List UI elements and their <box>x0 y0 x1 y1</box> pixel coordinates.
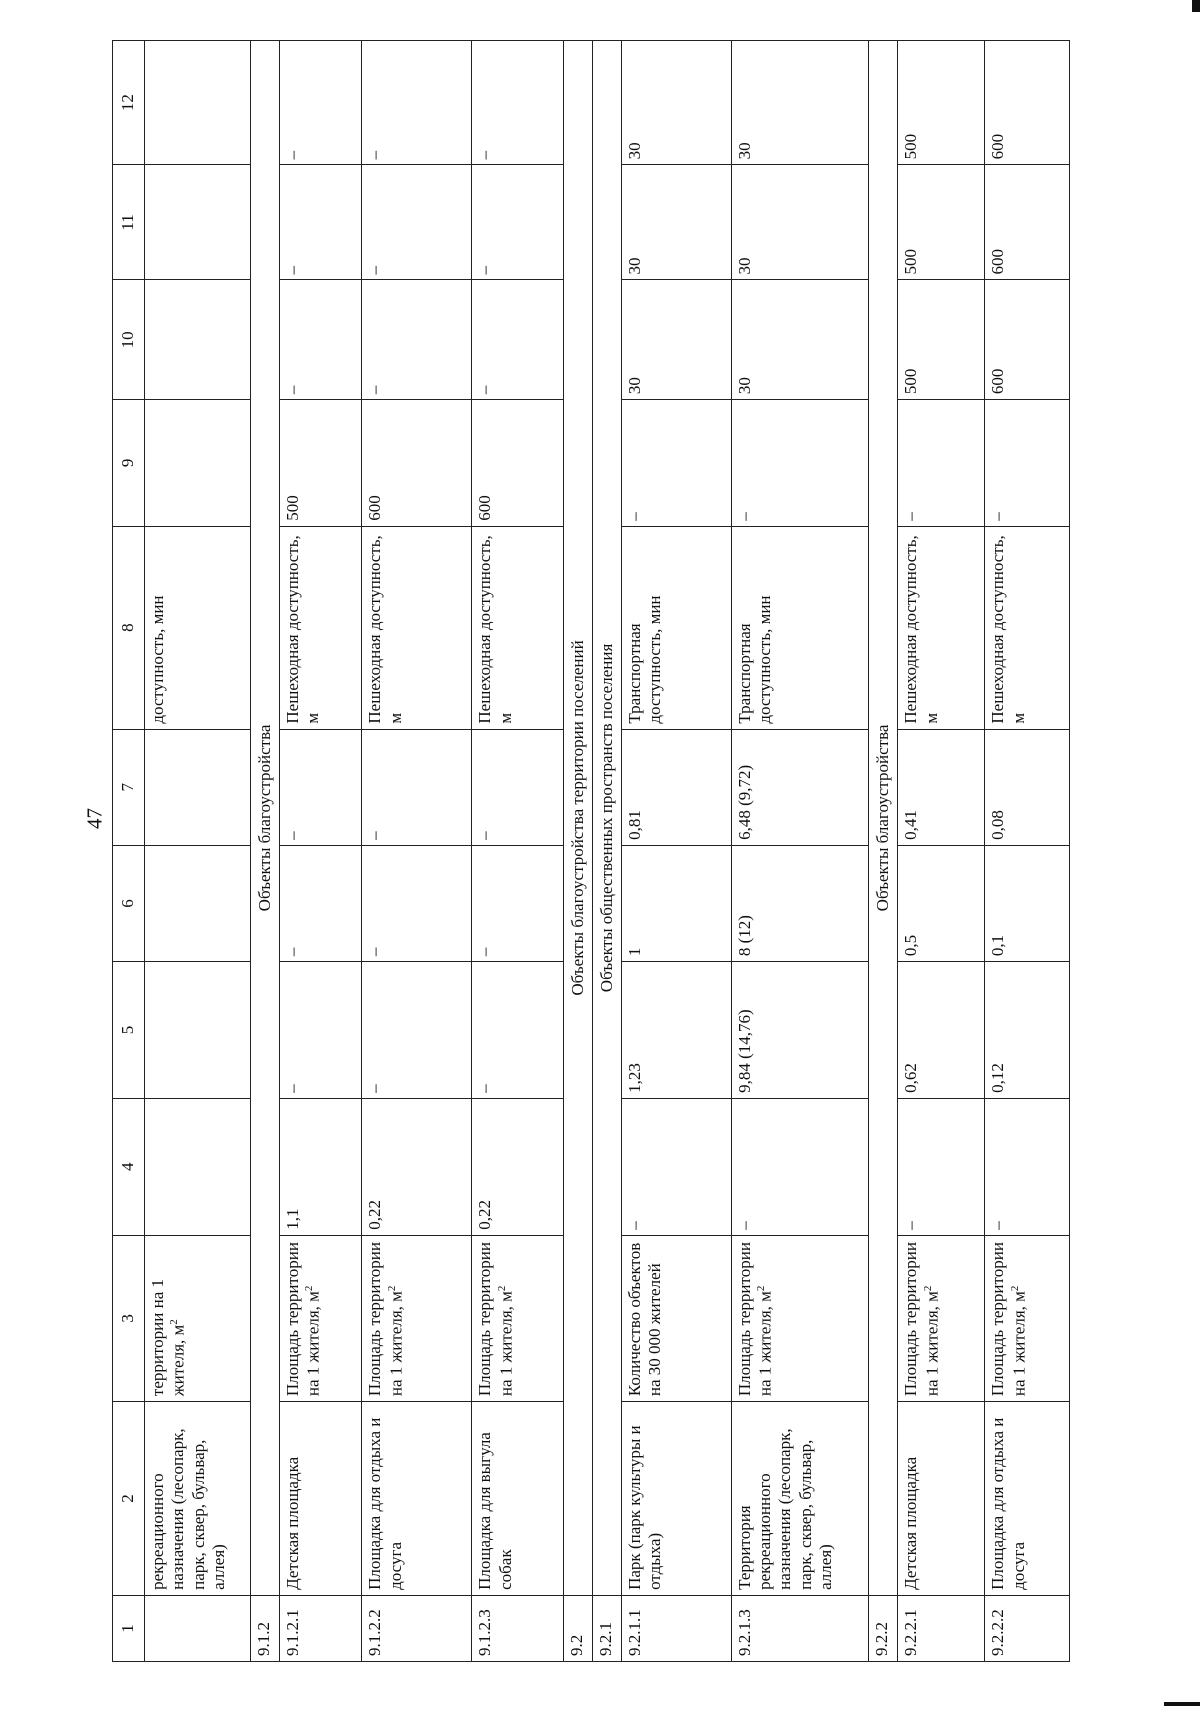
cell-value: – <box>472 962 563 1099</box>
cell-value: – <box>362 41 472 165</box>
cell-accessibility-type: Пешеходная доступность, м <box>279 526 362 729</box>
cell-value: – <box>898 400 985 527</box>
table-row-continuation <box>144 41 250 1662</box>
cell-value: 500 <box>898 280 985 400</box>
column-number: 2 <box>113 1402 145 1596</box>
cell-value: 30 <box>731 41 869 165</box>
table-row <box>985 41 1070 1662</box>
cell-object-name: Площадка для отдыха и досуга <box>362 1402 472 1596</box>
cell-value: – <box>472 165 563 280</box>
cell-code: 9.2.2.2 <box>985 1595 1070 1661</box>
cell-value: 600 <box>985 41 1070 165</box>
cell-value: 0,22 <box>362 1098 472 1235</box>
cell-value: 30 <box>621 41 731 165</box>
cell-value: 500 <box>898 165 985 280</box>
cell-object-name: Детская площадка <box>279 1402 362 1596</box>
column-number: 12 <box>113 41 145 165</box>
cell-code: 9.1.2.2 <box>362 1595 472 1661</box>
cell-indicator: Площадь территории на 1 жителя, $м^2$ <box>898 1235 985 1401</box>
column-number: 4 <box>113 1098 145 1235</box>
section-row <box>250 41 279 1662</box>
cell-value: – <box>362 165 472 280</box>
column-header-row <box>113 41 145 1662</box>
cell-indicator: Площадь территории на 1 жителя, $м^2$ <box>279 1235 362 1401</box>
cell-value: – <box>898 1098 985 1235</box>
table-row <box>621 41 731 1662</box>
cell-code: 9.1.2.3 <box>472 1595 563 1661</box>
cell-value: – <box>472 845 563 961</box>
column-number: 9 <box>113 400 145 527</box>
cell-code: 9.1.2.1 <box>279 1595 362 1661</box>
cell-value: – <box>279 280 362 400</box>
cell-value: – <box>472 729 563 845</box>
section-code: 9.1.2 <box>250 1595 279 1661</box>
cell-indicator: Площадь территории на 1 жителя, $м^2$ <box>472 1235 563 1401</box>
cell-accessibility-type: Пешеходная доступность, м <box>985 526 1070 729</box>
section-row <box>563 41 592 1662</box>
scan-edge-mark <box>1164 1702 1200 1706</box>
section-title: Объекты общественных пространств поселения <box>592 41 621 1596</box>
cell-value: 500 <box>279 400 362 527</box>
table-row <box>898 41 985 1662</box>
cell-value: – <box>731 400 869 527</box>
cell-value: 8 (12) <box>731 845 869 961</box>
cell-value: 1 <box>621 845 731 961</box>
cell-accessibility-type: Пешеходная доступность, м <box>898 526 985 729</box>
column-number: 8 <box>113 526 145 729</box>
cell-accessibility-type: доступность, мин <box>144 526 250 729</box>
cell-value: 1,23 <box>621 962 731 1099</box>
cell-value: 6,48 (9,72) <box>731 729 869 845</box>
cell-value: – <box>472 41 563 165</box>
section-row <box>592 41 621 1662</box>
cell-value: – <box>279 962 362 1099</box>
section-title: Объекты благоустройства <box>869 41 898 1596</box>
table-row <box>279 41 362 1662</box>
cell-value: 600 <box>362 400 472 527</box>
cell-value: 0,41 <box>898 729 985 845</box>
cell-value: 30 <box>621 280 731 400</box>
cell-value: – <box>279 165 362 280</box>
cell-indicator: Площадь территории на 1 жителя, $м^2$ <box>985 1235 1070 1401</box>
cell-value: 0,08 <box>985 729 1070 845</box>
cell-value: 0,62 <box>898 962 985 1099</box>
cell-value: – <box>362 845 472 961</box>
cell-value: – <box>279 845 362 961</box>
cell-accessibility-type: Пешеходная доступность, м <box>362 526 472 729</box>
cell-value: 9,84 (14,76) <box>731 962 869 1099</box>
cell-value: – <box>731 1098 869 1235</box>
cell-value: 0,1 <box>985 845 1070 961</box>
column-number: 1 <box>113 1595 145 1661</box>
cell-value: – <box>985 1098 1070 1235</box>
page-number: 47 <box>82 808 107 829</box>
cell-indicator: Площадь территории на 1 жителя, $м^2$ <box>731 1235 869 1401</box>
table-row <box>362 41 472 1662</box>
section-code: 9.2.2 <box>869 1595 898 1661</box>
cell-code: 9.2.2.1 <box>898 1595 985 1661</box>
cell-value: 0,5 <box>898 845 985 961</box>
cell-value: 30 <box>621 165 731 280</box>
section-row <box>869 41 898 1662</box>
cell-value: – <box>621 1098 731 1235</box>
cell-accessibility-type: Транспортная доступность, мин <box>621 526 731 729</box>
standards-table <box>112 40 1070 1662</box>
section-title: Объекты благоустройства территории поселений <box>563 41 592 1596</box>
rotated-table-container <box>112 40 1070 1662</box>
cell-value: 600 <box>985 280 1070 400</box>
section-code: 9.2 <box>563 1595 592 1661</box>
cell-value: – <box>985 400 1070 527</box>
section-title: Объекты благоустройства <box>250 41 279 1596</box>
cell-value: – <box>279 41 362 165</box>
cell-object-name: Парк (парк культуры и отдыха) <box>621 1402 731 1596</box>
cell-value: 30 <box>731 165 869 280</box>
cell-object-name: Детская площадка <box>898 1402 985 1596</box>
cell-value: 0,81 <box>621 729 731 845</box>
section-code: 9.2.1 <box>592 1595 621 1661</box>
cell-value: – <box>362 280 472 400</box>
column-number: 5 <box>113 962 145 1099</box>
scan-edge-mark <box>1192 0 1200 12</box>
column-number: 10 <box>113 280 145 400</box>
cell-value: – <box>362 962 472 1099</box>
cell-code: 9.2.1.1 <box>621 1595 731 1661</box>
cell-value: – <box>362 729 472 845</box>
cell-object-name: Территория рекреационного назначения (лесопарк, парк, сквер, бульвар, аллея) <box>731 1402 869 1596</box>
cell-indicator: Площадь территории на 1 жителя, $м^2$ <box>362 1235 472 1401</box>
column-number: 11 <box>113 165 145 280</box>
cell-object-name: Площадка для отдыха и досуга <box>985 1402 1070 1596</box>
cell-value: 1,1 <box>279 1098 362 1235</box>
cell-value: 600 <box>472 400 563 527</box>
cell-value: – <box>621 400 731 527</box>
cell-code: 9.2.1.3 <box>731 1595 869 1661</box>
table-row <box>472 41 563 1662</box>
cell-indicator: территории на 1 жителя, $м^2$ <box>144 1235 250 1401</box>
cell-value: 30 <box>731 280 869 400</box>
cell-value: – <box>279 729 362 845</box>
column-number: 3 <box>113 1235 145 1401</box>
cell-object-name: Площадка для выгула собак <box>472 1402 563 1596</box>
cell-value: 0,22 <box>472 1098 563 1235</box>
cell-value: 500 <box>898 41 985 165</box>
cell-accessibility-type: Пешеходная доступность, м <box>472 526 563 729</box>
cell-indicator: Количество объектов на 30 000 жителей <box>621 1235 731 1401</box>
table-row <box>731 41 869 1662</box>
cell-value: 600 <box>985 165 1070 280</box>
column-number: 6 <box>113 845 145 961</box>
column-number: 7 <box>113 729 145 845</box>
cell-value: – <box>472 280 563 400</box>
cell-code <box>144 1595 250 1661</box>
cell-object-name: рекреационного назначения (лесопарк, парк, сквер, бульвар, аллея) <box>144 1402 250 1596</box>
cell-accessibility-type: Транспортная доступность, мин <box>731 526 869 729</box>
cell-value: 0,12 <box>985 962 1070 1099</box>
